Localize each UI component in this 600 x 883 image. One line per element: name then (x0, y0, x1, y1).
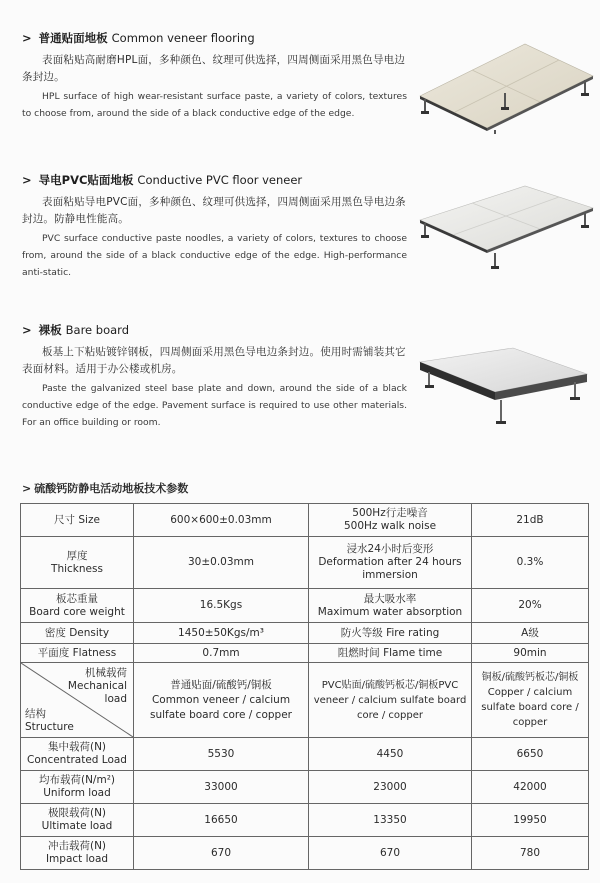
row-label: 平面度 Flatness (21, 644, 134, 663)
mechanical-load-label: 机械载荷 Mechanical load (67, 667, 127, 705)
row-value: 20% (472, 589, 589, 623)
load-header-row (21, 663, 589, 738)
arrow-bullet-icon: > (22, 482, 32, 495)
structure-col-pvc: PVC贴面/硫酸钙板芯/铜板PVC veneer / calcium sulfate board core / copper (309, 663, 472, 738)
title-en: Bare board (65, 323, 129, 337)
section-conductive-pvc (22, 172, 407, 281)
structure-col-common: 普通贴面/硫酸钙/铜板 Common veneer / calcium sulfate board core / copper (134, 663, 309, 738)
title-en: Common veneer flooring (111, 31, 255, 45)
section-title (22, 172, 407, 188)
row-label: 板芯重量 Board core weight (21, 589, 134, 623)
table-row (21, 623, 589, 644)
row-label: 均布载荷(N/m²) Uniform load (21, 771, 134, 804)
row-label: 集中载荷(N) Concentrated Load (21, 738, 134, 771)
title-cn: 普通贴面地板 (38, 31, 108, 45)
pvc-floor-tile-image (415, 178, 595, 270)
row-label: 尺寸 Size (21, 504, 134, 537)
spec-table-title (22, 480, 188, 496)
row-value: A级 (472, 623, 589, 644)
row-label: 阻燃时间 Flame time (309, 644, 472, 663)
structure-label: 结构 Structure (25, 708, 74, 733)
table-row (21, 804, 589, 837)
arrow-bullet-icon: > (22, 323, 32, 337)
row-value: 670 (134, 837, 309, 870)
table-row (21, 771, 589, 804)
section-bare-board (22, 322, 407, 431)
row-label: 最大吸水率 Maximum water absorption (309, 589, 472, 623)
row-value: 1450±50Kgs/m³ (134, 623, 309, 644)
row-value: 0.3% (472, 537, 589, 589)
row-value: 780 (472, 837, 589, 870)
table-row (21, 837, 589, 870)
spec-table-title-text: 硫酸钙防静电活动地板技术参数 (34, 482, 189, 495)
row-value: 13350 (309, 804, 472, 837)
row-label: 防火等级 Fire rating (309, 623, 472, 644)
bare-board-tile-image (415, 340, 595, 440)
row-label: 密度 Density (21, 623, 134, 644)
row-value: 4450 (309, 738, 472, 771)
description-en: Paste the galvanized steel base plate and down, around the side of a black conductive edge of the edge. Pavement surface is required to use other materials. For an office building or room. (22, 383, 407, 428)
description-en: HPL surface of high wear-resistant surface paste, a variety of colors, textures to choose from, around the side of a black conductive edge of the edge. (22, 91, 407, 119)
structure-col-copper: 铜板/硫酸钙板芯/铜板 Copper / calcium sulfate board core / copper (472, 663, 589, 738)
section-title (22, 322, 407, 338)
veneer-floor-tile-image (415, 38, 595, 134)
row-value: 90min (472, 644, 589, 663)
table-row (21, 537, 589, 589)
row-value: 33000 (134, 771, 309, 804)
section-common-veneer (22, 30, 407, 122)
arrow-bullet-icon: > (22, 31, 32, 45)
row-value: 16.5Kgs (134, 589, 309, 623)
row-label: 浸水24小时后变形 Deformation after 24 hours immersion (309, 537, 472, 589)
section-title (22, 30, 407, 46)
row-label: 厚度 Thickness (21, 537, 134, 589)
row-value: 30±0.03mm (134, 537, 309, 589)
row-value: 6650 (472, 738, 589, 771)
description-cn: 表面粘贴高耐磨HPL面，多种颜色、纹理可供选择，四周侧面采用黑色导电边条封边。 (22, 54, 406, 83)
table-row (21, 644, 589, 663)
row-value: 42000 (472, 771, 589, 804)
row-value: 5530 (134, 738, 309, 771)
title-en: Conductive PVC floor veneer (137, 173, 303, 187)
row-value: 0.7mm (134, 644, 309, 663)
row-value: 23000 (309, 771, 472, 804)
description-cn: 板基上下粘贴镀锌钢板，四周侧面采用黑色导电边条封边。使用时需铺装其它表面材料。适用于办公楼或机房。 (22, 346, 406, 375)
diagonal-header-cell (21, 663, 134, 738)
description-cn: 表面粘贴导电PVC面，多种颜色、纹理可供选择，四周侧面采用黑色导电边条封边。防静电性能高。 (22, 196, 406, 225)
table-row (21, 589, 589, 623)
title-cn: 导电PVC贴面地板 (38, 173, 134, 187)
row-label: 500Hz行走噪音 500Hz walk noise (309, 504, 472, 537)
row-value: 670 (309, 837, 472, 870)
table-row (21, 504, 589, 537)
row-value: 600×600±0.03mm (134, 504, 309, 537)
row-value: 16650 (134, 804, 309, 837)
title-cn: 裸板 (38, 323, 62, 337)
table-row (21, 738, 589, 771)
row-value: 21dB (472, 504, 589, 537)
arrow-bullet-icon: > (22, 173, 32, 187)
row-label: 冲击载荷(N) Impact load (21, 837, 134, 870)
row-value: 19950 (472, 804, 589, 837)
description-en: PVC surface conductive paste noodles, a variety of colors, textures to choose from, around the side of a black conductive edge of the edge. High-performance anti-static. (22, 233, 407, 278)
row-label: 极限载荷(N) Ultimate load (21, 804, 134, 837)
spec-table (20, 503, 589, 870)
